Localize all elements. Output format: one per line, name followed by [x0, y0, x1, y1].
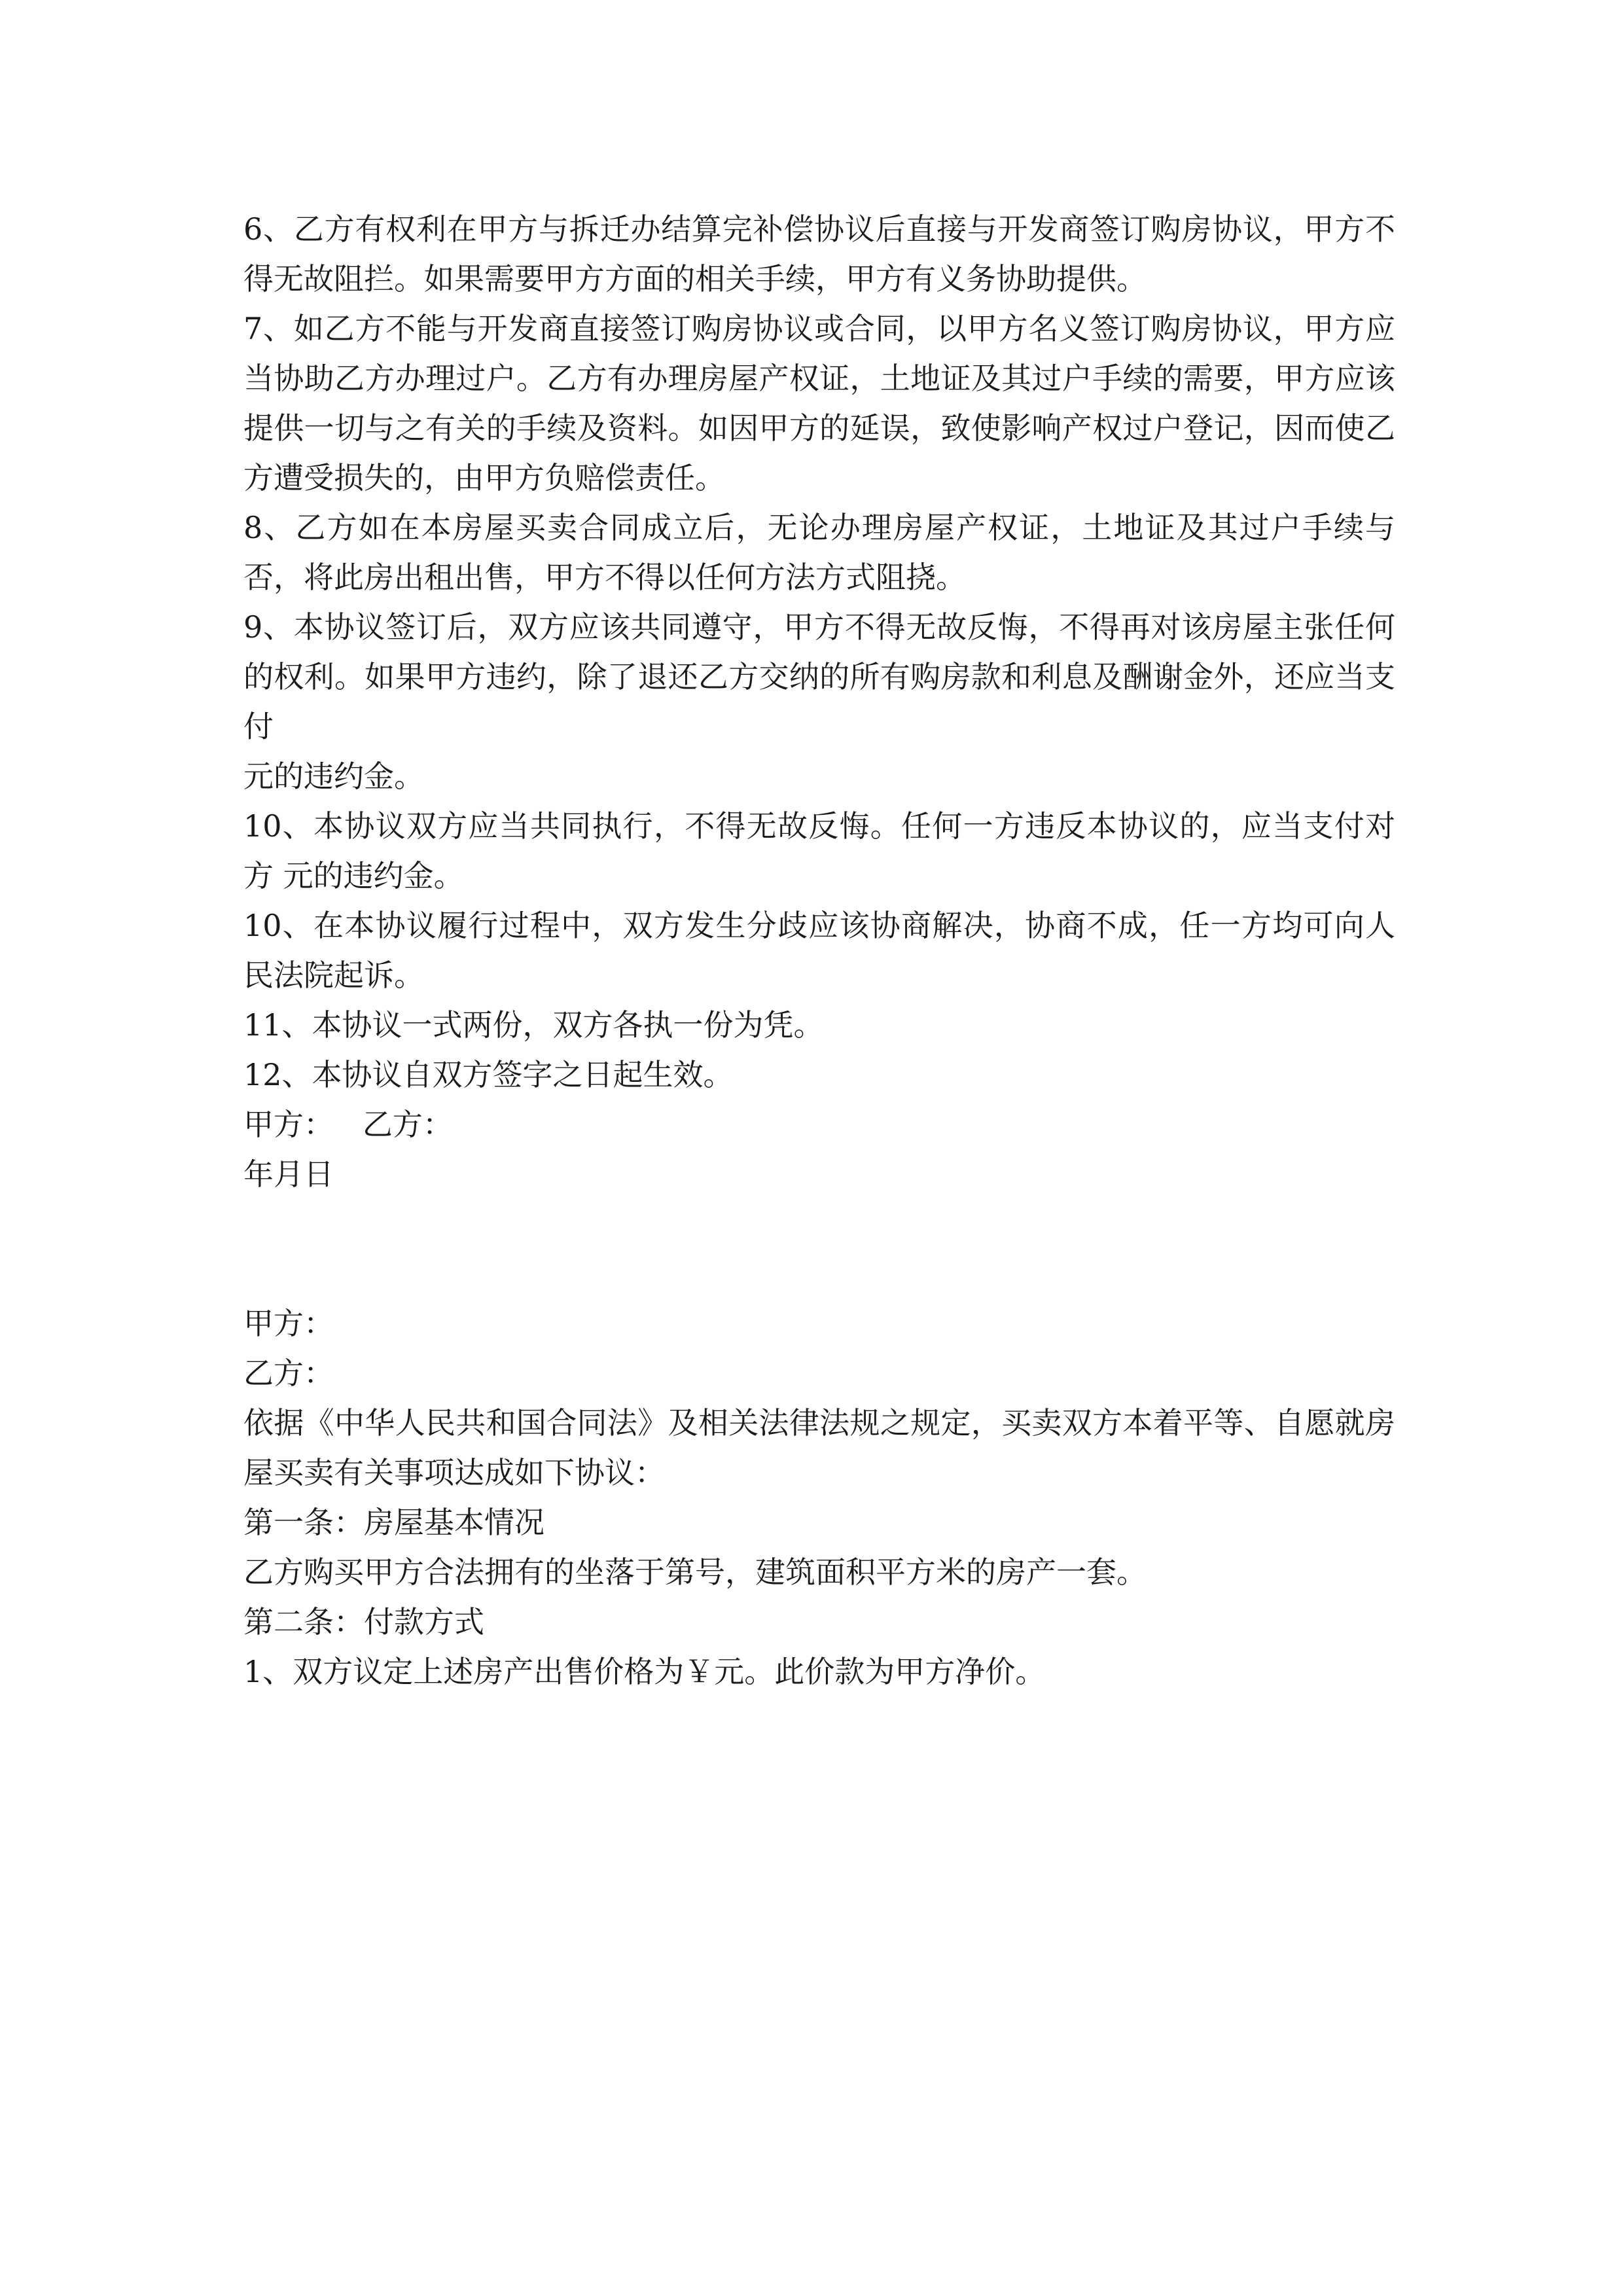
- clause-9: 9、本协议签订后，双方应该共同遵守，甲方不得无故反悔，不得再对该房屋主张任何的权利。如果甲方违约，除了退还乙方交纳的所有购房款和利息及酬谢金外，还应当支付: [243, 609, 1395, 744]
- article-1-body: 乙方购买甲方合法拥有的坐落于第号，建筑面积平方米的房产一套。: [243, 1554, 1147, 1590]
- clause-12: 12、本协议自双方签字之日起生效。: [243, 1057, 734, 1092]
- clause-10-a: 10、本协议双方应当共同执行，不得无故反悔。任何一方违反本协议的，应当支付对方 元的违约金。: [243, 808, 1395, 893]
- clause-9-continuation: 元的违约金。: [243, 759, 424, 794]
- document-body: [243, 204, 1395, 1696]
- clause-7: 7、如乙方不能与开发商直接签订购房协议或合同，以甲方名义签订购房协议，甲方应当协助乙方办理过户。乙方有办理房屋产权证，土地证及其过户手续的需要，甲方应该提供一切与之有关的手续及资料。如因甲方的延误，致使影响产权过户登记，因而使乙方遭受损失的，由甲方负赔偿责任。: [243, 311, 1395, 495]
- clause-8: 8、乙方如在本房屋买卖合同成立后，无论办理房屋产权证，土地证及其过户手续与否，将此房出租出售，甲方不得以任何方法方式阻挠。: [243, 510, 1395, 595]
- party-a-label: 甲方：: [243, 1306, 334, 1341]
- clause-10-b: 10、在本协议履行过程中，双方发生分歧应该协商解决，协商不成，任一方均可向人民法院起诉。: [243, 908, 1395, 993]
- article-2-heading: 第二条：付款方式: [243, 1604, 484, 1640]
- clause-6: 6、乙方有权利在甲方与拆迁办结算完补偿协议后直接与开发商签订购房协议，甲方不得无故阻拦。如果需要甲方方面的相关手续，甲方有义务协助提供。: [243, 211, 1395, 296]
- date-line: 年月日: [243, 1157, 334, 1192]
- party-b-label: 乙方：: [243, 1355, 334, 1391]
- article-2-item-1: 1、双方议定上述房产出售价格为￥元。此价款为甲方净价。: [243, 1654, 1046, 1689]
- clause-11: 11、本协议一式两份，双方各执一份为凭。: [243, 1007, 824, 1043]
- signature-line: 甲方： 乙方：: [243, 1107, 453, 1142]
- article-1-heading: 第一条：房屋基本情况: [243, 1505, 544, 1540]
- section-gap: [243, 1199, 1395, 1299]
- preamble: 依据《中华人民共和国合同法》及相关法律法规之规定，买卖双方本着平等、自愿就房屋买卖有关事项达成如下协议：: [243, 1405, 1395, 1490]
